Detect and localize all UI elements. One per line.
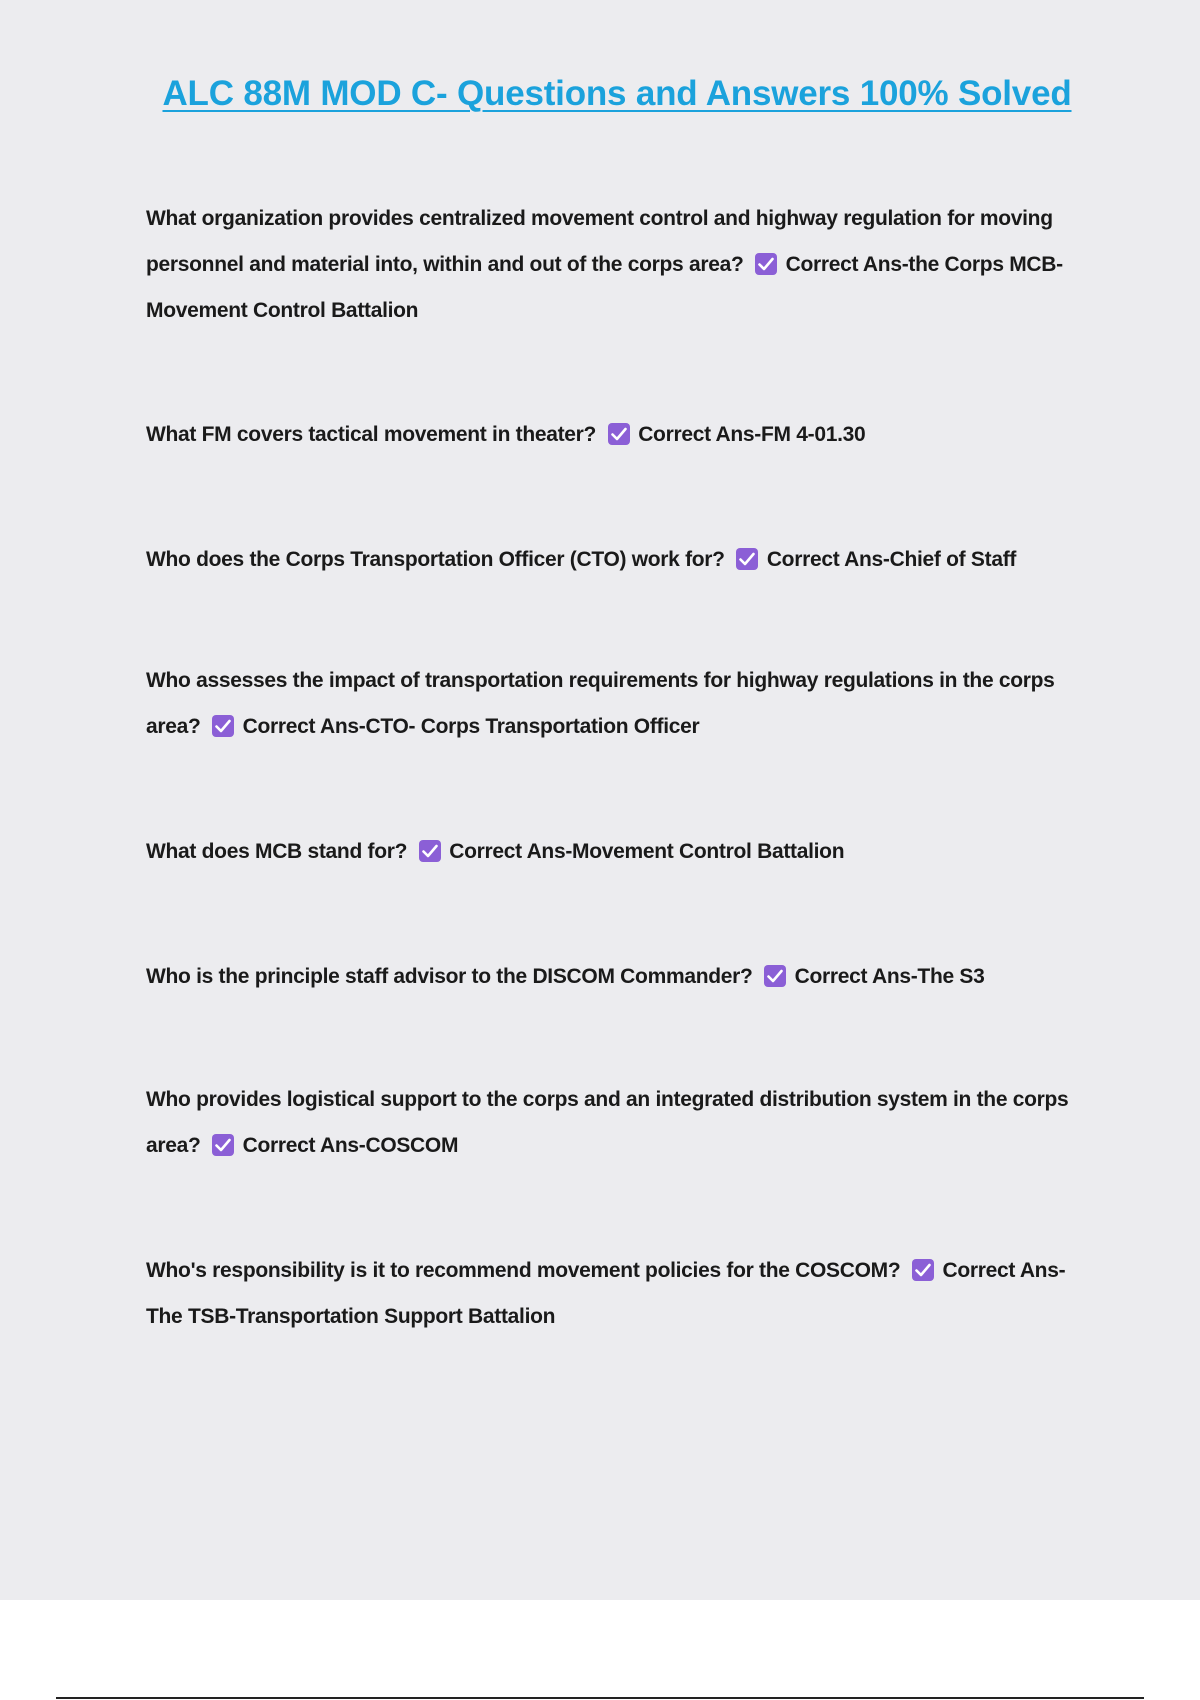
qa-list [146,196,1096,1340]
qa-item [146,196,1096,334]
question-text: What organization provides centralized movement control and highway regulation for moving personnel and material into, within and out of the corps area? [146,207,1053,276]
answer-text: Correct Ans-COSCOM [242,1134,459,1157]
document-title: ALC 88M MOD C- Questions and Answers 100% Solved [162,74,1072,113]
question-text: What does MCB stand for? [146,840,408,863]
answer-text: Correct Ans-The TSB-Transportation Support Battalion [146,1259,1066,1328]
checkbox-checked-icon [419,840,441,862]
footer-divider [56,1697,1144,1699]
answer-text: Correct Ans-FM 4-01.30 [638,423,866,446]
answer-text: Correct Ans-Chief of Staff [766,548,1017,571]
qa-item [146,537,1096,583]
checkbox-checked-icon [212,715,234,737]
question-text: Who assesses the impact of transportation requirements for highway regulations in the corps area? [146,669,1055,738]
qa-item [146,1248,1096,1340]
question-text: Who provides logistical support to the corps and an integrated distribution system in the corps area? [146,1088,1069,1157]
qa-item [146,412,1096,458]
answer-text: Correct Ans-The S3 [794,965,985,988]
qa-item [146,658,1096,750]
checkbox-checked-icon [212,1134,234,1156]
checkbox-checked-icon [912,1259,934,1281]
qa-item [146,954,1096,1000]
answer-text: Correct Ans-Movement Control Battalion [449,840,845,863]
qa-item [146,829,1096,875]
checkbox-checked-icon [608,423,630,445]
question-text: Who's responsibility is it to recommend movement policies for the COSCOM? [146,1259,901,1282]
checkbox-checked-icon [755,253,777,275]
answer-text: Correct Ans-the Corps MCB-Movement Control Battalion [146,253,1063,322]
answer-text: Correct Ans-CTO- Corps Transportation Officer [242,715,700,738]
checkbox-checked-icon [764,965,786,987]
question-text: Who does the Corps Transportation Officer (CTO) work for? [146,548,725,571]
qa-item [146,1077,1096,1169]
question-text: Who is the principle staff advisor to the DISCOM Commander? [146,965,753,988]
question-text: What FM covers tactical movement in theater? [146,423,597,446]
checkbox-checked-icon [736,548,758,570]
